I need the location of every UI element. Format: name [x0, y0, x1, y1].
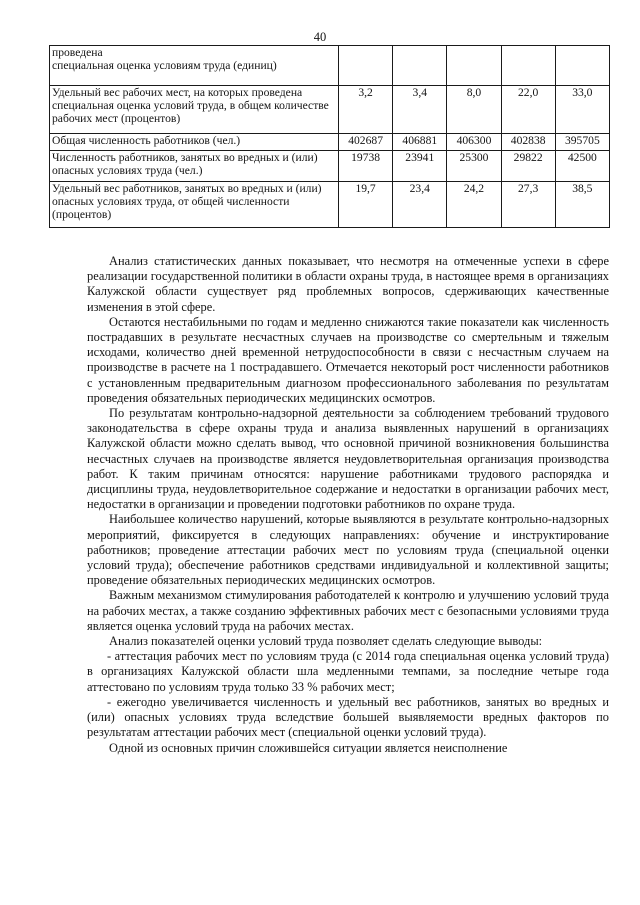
- paragraph: Наибольшее количество нарушений, которые выявляются в результате контрольно-надзорных мероприятий, фиксируется в следующих направлениях: обучение и инструктирование работников; проведение аттестации рабочих мест по условиям труда (специальной оценки условий труда); обеспечение работников средствами индивидуальной и коллективной защиты; проведение обязательных периодических медицинских осмотров.: [87, 512, 609, 588]
- list-item: - ежегодно увеличивается численность и удельный вес работников, занятых во вредных и (или) опасных условиях труда вследствие большей выявляемости вредных факторов по результатам аттестации рабочих мест (специальной оценки условий труда).: [87, 694, 609, 740]
- row-value: 19,7: [339, 182, 393, 228]
- row-value: 402687: [339, 134, 393, 151]
- row-label: Численность работников, занятых во вредных и (или) опасных условиях труда (чел.): [50, 151, 339, 182]
- row-value: 24,2: [447, 182, 501, 228]
- paragraph: Важным механизмом стимулирования работодателей к контролю и улучшению условий труда на рабочих местах, а также созданию эффективных рабочих мест с безопасными условиями труда является оценка условий труда на рабочих местах.: [87, 588, 609, 633]
- statistics-table: [49, 45, 610, 228]
- row-value: [501, 46, 555, 86]
- row-value: [393, 46, 447, 86]
- paragraph: Остаются нестабильными по годам и медленно снижаются такие показатели как численность пострадавших в результате несчастных случаев на производстве со смертельным и тяжелым исходами, количество дней временной нетрудоспособности в связи с несчастным случаем на производстве в расчете на 1 пострадавшего. Отмечается некоторый рост численности работников с установленным предварительным диагнозом профессионального заболевания по результатам проведения обязательных периодических медицинских осмотров.: [87, 314, 609, 405]
- table-row: [50, 182, 610, 228]
- row-label: Удельный вес работников, занятых во вредных и (или) опасных условиях труда, от общей численности (процентов): [50, 182, 339, 228]
- table-row: [50, 46, 610, 86]
- row-value: 406881: [393, 134, 447, 151]
- row-value: 19738: [339, 151, 393, 182]
- paragraph: Анализ показателей оценки условий труда позволяет сделать следующие выводы:: [109, 634, 543, 649]
- row-value: 29822: [501, 151, 555, 182]
- row-value: 42500: [555, 151, 609, 182]
- row-value: 38,5: [555, 182, 609, 228]
- table-row: [50, 86, 610, 134]
- paragraph: Анализ статистических данных показывает, что несмотря на отмеченные успехи в сфере реализации государственной политики в области охраны труда, в настоящее время в организациях Калужской области существует ряд проблемных вопросов, сдерживающих качественные изменения в этой сфере.: [87, 254, 609, 314]
- row-value: 395705: [555, 134, 609, 151]
- list-item: - аттестация рабочих мест по условиям труда (с 2014 года специальная оценка условий труда) в организациях Калужской области шла медленными темпами, за последние четыре года аттестовано по условиям труда только 33 % рабочих мест;: [87, 649, 609, 694]
- row-value: 402838: [501, 134, 555, 151]
- row-value: 22,0: [501, 86, 555, 134]
- row-label: Общая численность работников (чел.): [50, 134, 339, 151]
- row-value: [447, 46, 501, 86]
- row-value: [339, 46, 393, 86]
- table-row: [50, 134, 610, 151]
- paragraph: По результатам контрольно-надзорной деятельности за соблюдением требований трудового законодательства в сфере охраны труда и анализа выявленных нарушений в организациях Калужской области можно сделать вывод, что основной причиной возникновения большинства несчастных случаев на производстве является неудовлетворительная организация производства работ. К таким причинам относятся: нарушение работниками трудового распорядка и дисциплины труда, неудовлетворительное содержание и недостатки в организации рабочих мест, недостатки в организации и проведении подготовки работников по охране труда.: [87, 406, 609, 512]
- row-value: 406300: [447, 134, 501, 151]
- paragraph: Одной из основных причин сложившейся ситуации является неисполнение: [109, 740, 508, 755]
- row-value: 23,4: [393, 182, 447, 228]
- row-value: [555, 46, 609, 86]
- page-number: 40: [313, 30, 327, 44]
- row-value: 27,3: [501, 182, 555, 228]
- row-value: 25300: [447, 151, 501, 182]
- row-value: 3,4: [393, 86, 447, 134]
- body-text: [87, 254, 609, 756]
- row-value: 3,2: [339, 86, 393, 134]
- row-label: Удельный вес рабочих мест, на которых проведена специальная оценка условий труда, в общем количестве рабочих мест (процентов): [50, 86, 339, 134]
- row-value: 8,0: [447, 86, 501, 134]
- row-label: проведена специальная оценка условиям труда (единиц): [50, 46, 339, 86]
- row-value: 33,0: [555, 86, 609, 134]
- row-value: 23941: [393, 151, 447, 182]
- table-row: [50, 151, 610, 182]
